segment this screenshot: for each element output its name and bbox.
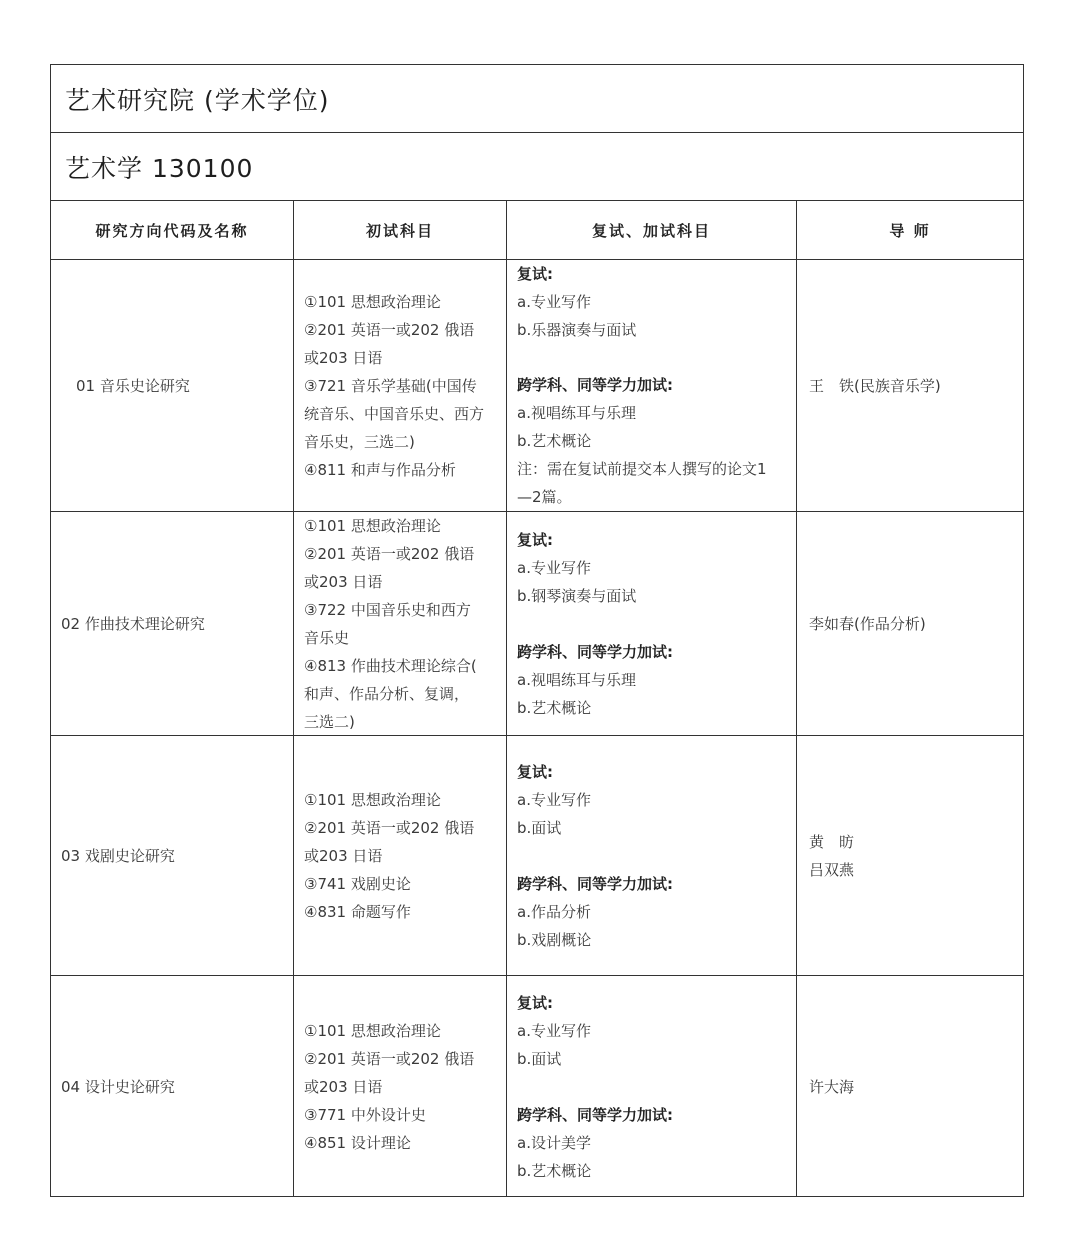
note-line: 注：需在复试前提交本人撰写的论文1 [517,460,767,478]
exam-line: 统音乐、中国音乐史、西方 [304,404,485,423]
exam-line: ②201 英语一或202 俄语 [304,1049,475,1068]
exam-line: ③741 戏剧史论 [304,874,411,893]
table-row [51,512,293,735]
retest-line: a.专业写作 [517,790,591,809]
extra-exam-title: 跨学科、同等学力加试: [517,1105,673,1124]
exam-line: ③771 中外设计史 [304,1105,426,1124]
extra-exam-line: b.艺术概论 [517,432,592,450]
advisors [797,512,1023,735]
retest-line: b.面试 [517,1049,562,1068]
exam-subjects [294,512,506,735]
exam-line: ①101 思想政治理论 [304,1021,441,1040]
retest-line: a.专业写作 [517,293,591,311]
retest-line: a.专业写作 [517,1021,591,1040]
exam-line: 三选二) [304,712,355,731]
retest-subjects [507,976,796,1197]
direction-name: 04 设计史论研究 [61,1077,175,1096]
retest-title: 复试: [517,762,553,781]
exam-line: ②201 英语一或202 俄语 [304,320,475,339]
advisor-name: 王 铁(民族音乐学) [809,376,941,395]
spacer [517,842,796,870]
extra-exam-line: b.戏剧概论 [517,930,592,949]
note-line: —2篇。 [517,488,572,506]
retest-line: b.钢琴演奏与面试 [517,586,637,605]
retest-title: 复试: [517,993,553,1012]
advisors [797,736,1023,975]
exam-subjects [294,260,506,511]
advisors [797,976,1023,1197]
exam-subjects [294,976,506,1197]
exam-line: ③722 中国音乐史和西方 [304,600,471,619]
admission-table [50,64,1024,1197]
retest-title: 复试: [517,265,553,283]
direction-name: 01 音乐史论研究 [76,376,190,395]
spacer [517,610,796,638]
header-retest: 复试、加试科目 [591,221,711,240]
header-exam: 初试科目 [365,221,434,240]
exam-line: ④813 作曲技术理论综合( [304,656,477,675]
exam-line: ④851 设计理论 [304,1133,411,1152]
exam-line: 或203 日语 [304,1077,383,1096]
exam-line: 或203 日语 [304,348,383,367]
advisor-name: 黄 昉 [809,832,855,851]
retest-subjects [507,736,796,975]
exam-line: 音乐史，三选二) [304,432,415,451]
header-advisor: 导 师 [889,221,931,240]
header-direction: 研究方向代码及名称 [95,221,249,240]
extra-exam-line: a.设计美学 [517,1133,591,1152]
exam-line: 和声、作品分析、复调， [304,684,470,703]
extra-exam-line: a.作品分析 [517,902,591,921]
spacer [517,344,796,371]
extra-exam-title: 跨学科、同等学力加试: [517,874,673,893]
table-row [51,260,293,511]
exam-line: 或203 日语 [304,846,383,865]
institute-title: 艺术研究院 (学术学位) [51,65,1023,133]
exam-subjects [294,736,506,975]
retest-line: b.面试 [517,818,562,837]
extra-exam-title: 跨学科、同等学力加试: [517,642,673,661]
exam-line: ①101 思想政治理论 [304,292,441,311]
exam-line: ③721 音乐学基础(中国传 [304,376,477,395]
extra-exam-line: a.视唱练耳与乐理 [517,670,636,689]
major-title: 艺术学 130100 [51,133,1023,201]
exam-line: ①101 思想政治理论 [304,790,441,809]
spacer [517,1073,796,1101]
advisor-name: 李如春(作品分析) [809,614,926,633]
exam-line: ②201 英语一或202 俄语 [304,544,475,563]
extra-exam-line: a.视唱练耳与乐理 [517,404,636,422]
retest-subjects [507,512,796,735]
table-row [51,736,293,975]
retest-line: b.乐器演奏与面试 [517,321,637,339]
advisor-name: 吕双燕 [809,860,855,879]
retest-line: a.专业写作 [517,558,591,577]
advisors [797,260,1023,511]
exam-line: ④811 和声与作品分析 [304,460,456,479]
exam-line: ①101 思想政治理论 [304,516,441,535]
advisor-name: 许大海 [809,1077,855,1096]
direction-name: 02 作曲技术理论研究 [61,614,205,633]
exam-line: 或203 日语 [304,572,383,591]
exam-line: ②201 英语一或202 俄语 [304,818,475,837]
extra-exam-line: b.艺术概论 [517,1161,592,1180]
extra-exam-title: 跨学科、同等学力加试: [517,376,673,394]
table-row [51,976,293,1197]
exam-line: ④831 命题写作 [304,902,411,921]
direction-name: 03 戏剧史论研究 [61,846,175,865]
retest-title: 复试: [517,530,553,549]
exam-line: 音乐史 [304,628,350,647]
retest-subjects [507,260,796,511]
extra-exam-line: b.艺术概论 [517,698,592,717]
